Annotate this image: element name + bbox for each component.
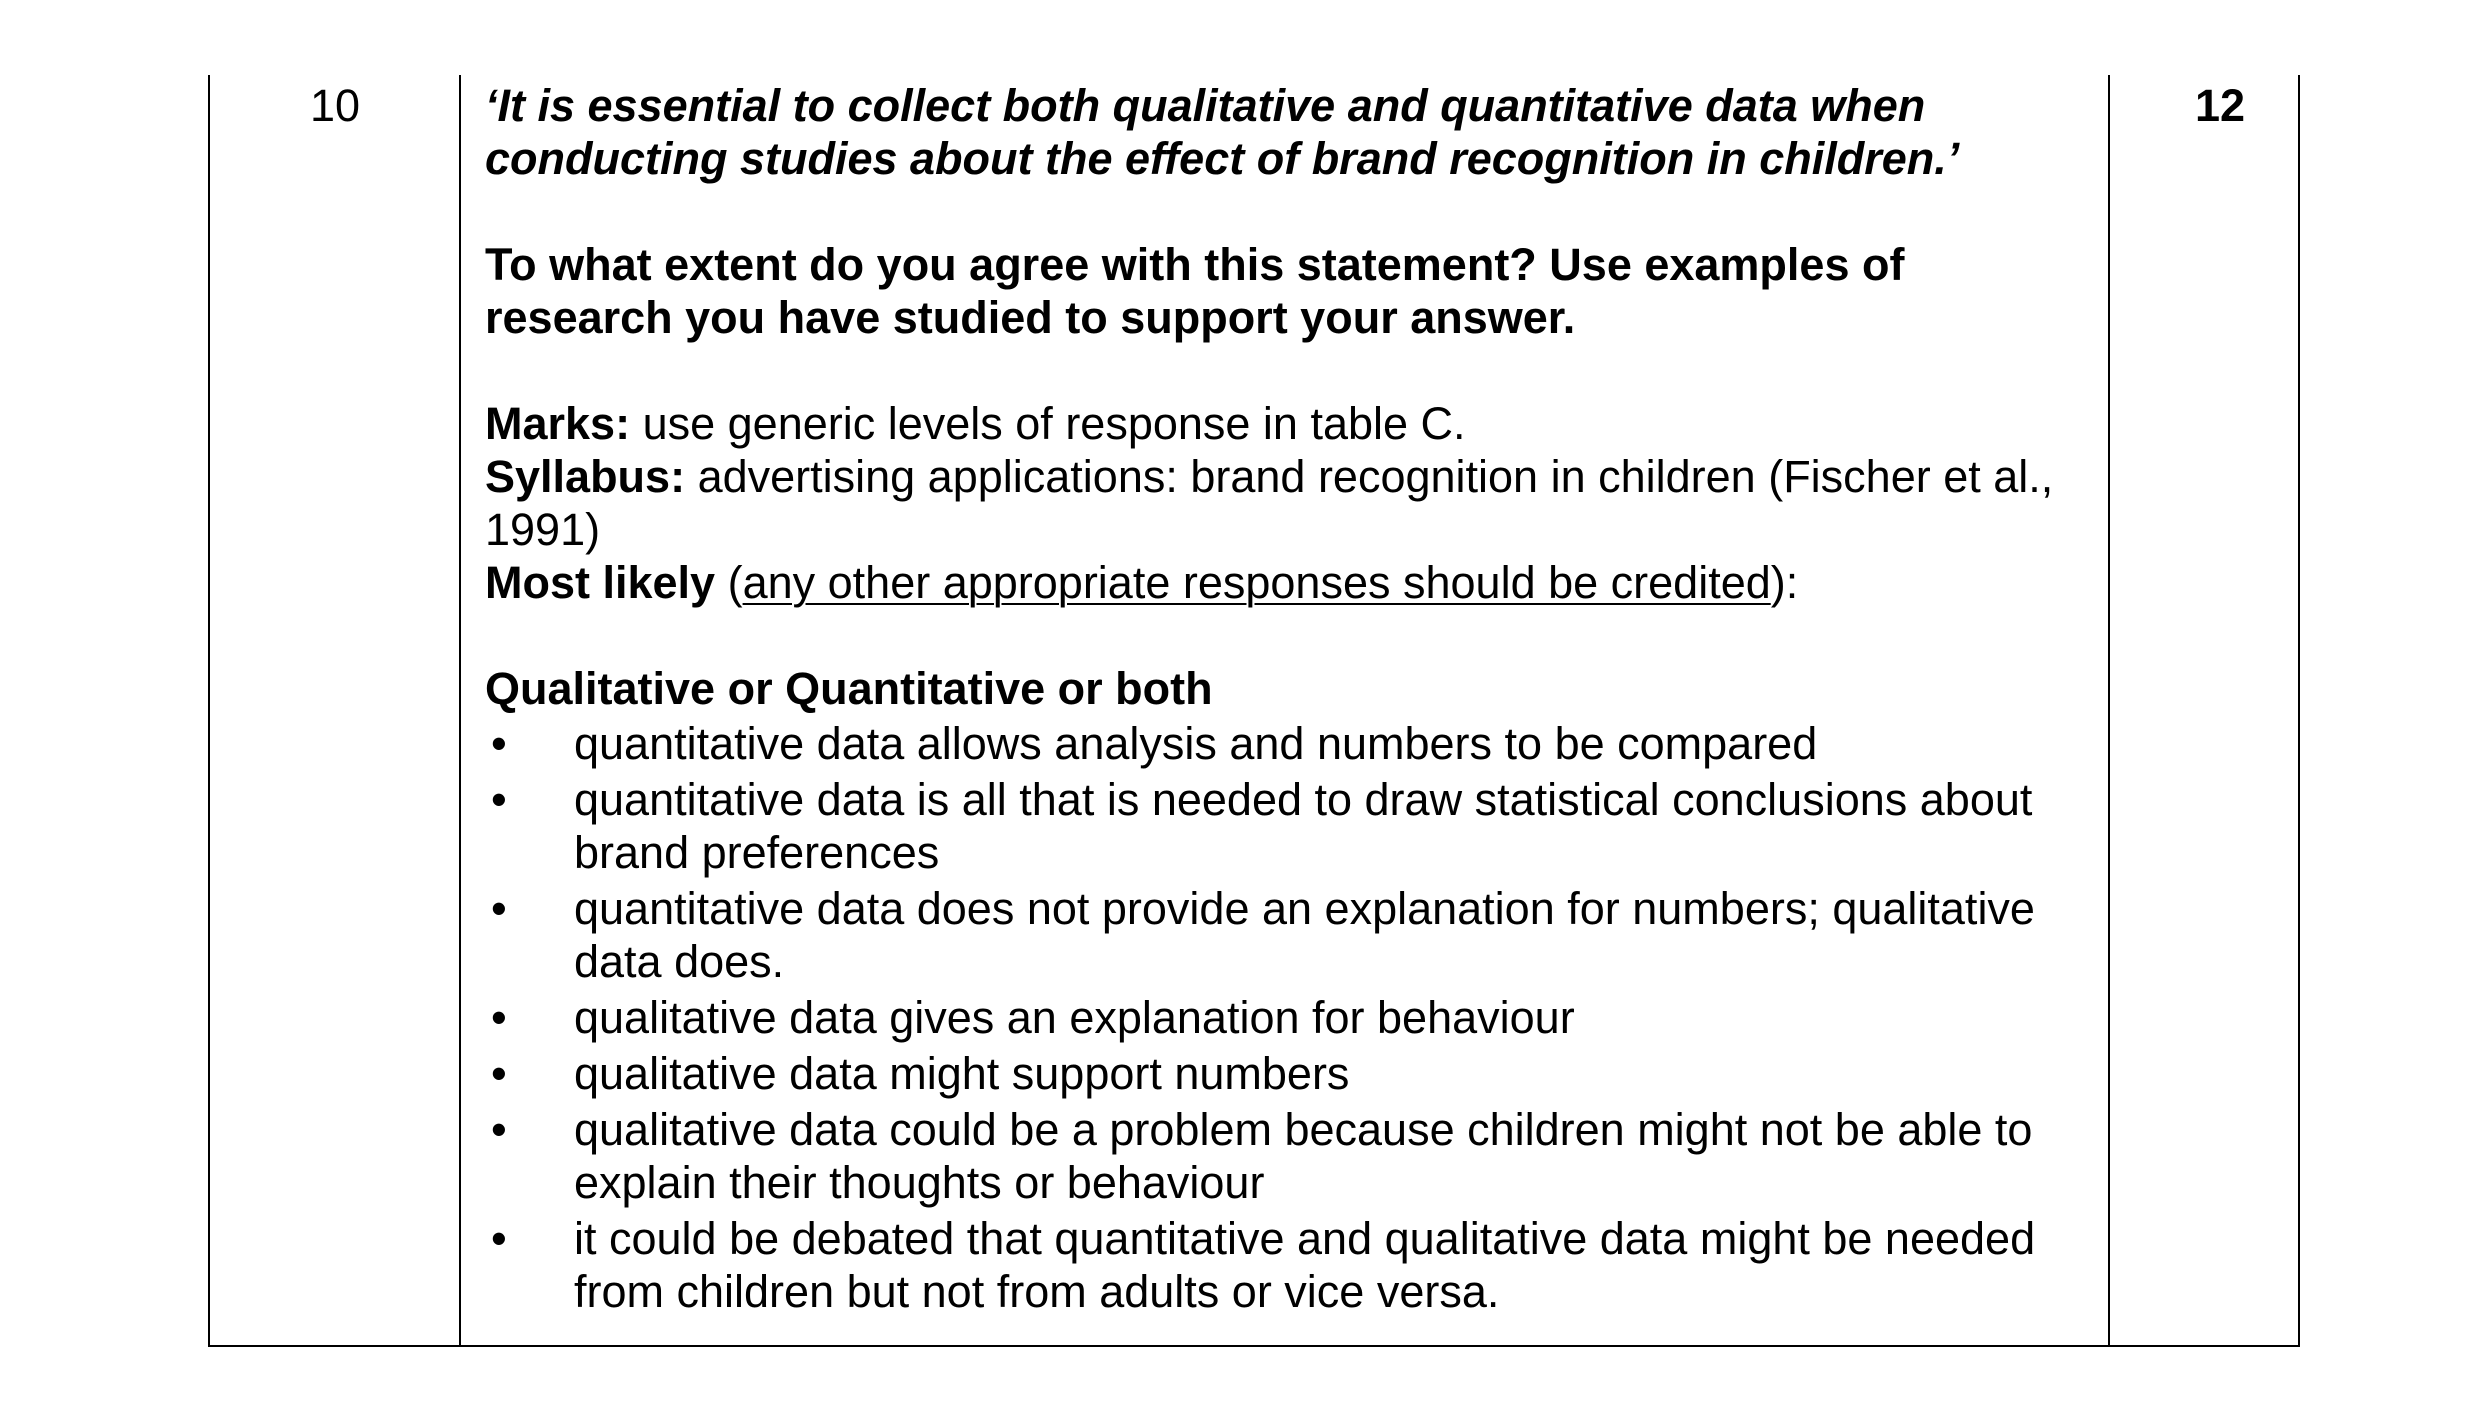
- mark-scheme-table: [208, 75, 2300, 1347]
- list-item: • qualitative data might support numbers: [491, 1048, 1350, 1099]
- marks-text: use generic levels of response in table C.: [630, 398, 1466, 449]
- list-item: • qualitative data gives an explanation for behaviour: [491, 992, 1575, 1043]
- marks-label: Marks:: [485, 398, 631, 449]
- section-heading: Qualitative or Quantitative or both: [485, 663, 1213, 714]
- question-quote: ‘It is essential to collect both qualitative and quantitative data when conducting studies about the effect of brand recognition in children.’: [485, 80, 1960, 184]
- list-item: • it could be debated that quantitative and qualitative data might be needed from children but not from adults or vice versa.: [491, 1213, 2036, 1317]
- bullet-icon: •: [491, 992, 507, 1043]
- most-likely-label: Most likely: [485, 557, 716, 608]
- answer-points-list: [485, 717, 2095, 1318]
- list-item: • quantitative data does not provide an explanation for numbers; qualitative data does.: [491, 883, 2035, 987]
- most-likely-line: Most likely (any other appropriate responses should be credited):: [485, 557, 1799, 608]
- bullet-icon: •: [491, 718, 507, 769]
- bullet-icon: •: [491, 883, 507, 934]
- marking-guidance: [485, 397, 2095, 609]
- column-divider-left: [459, 75, 461, 1345]
- bullet-icon: •: [491, 1213, 507, 1264]
- question-instruction: To what extent do you agree with this statement? Use examples of research you have studied to support your answer.: [485, 239, 1905, 343]
- question-number: 10: [310, 80, 361, 131]
- marks-line: [485, 397, 2095, 450]
- list-item: • qualitative data could be a problem because children might not be able to explain their thoughts or behaviour: [491, 1104, 2033, 1208]
- answer-content: [485, 79, 2095, 1321]
- total-marks: 12: [2195, 80, 2246, 131]
- list-item: • quantitative data is all that is needed to draw statistical conclusions about brand preferences: [491, 774, 2033, 878]
- bullet-icon: •: [491, 774, 507, 825]
- list-item: • quantitative data allows analysis and numbers to be compared: [491, 718, 1818, 769]
- column-divider-right: [2108, 75, 2110, 1345]
- credit-note: any other appropriate responses should be credited: [742, 557, 1771, 608]
- syllabus-line: [485, 450, 2095, 556]
- bullet-icon: •: [491, 1048, 507, 1099]
- syllabus-text: advertising applications: brand recognition in children (Fischer et al., 1991): [485, 451, 2054, 555]
- syllabus-label: Syllabus:: [485, 451, 686, 502]
- bullet-icon: •: [491, 1104, 507, 1155]
